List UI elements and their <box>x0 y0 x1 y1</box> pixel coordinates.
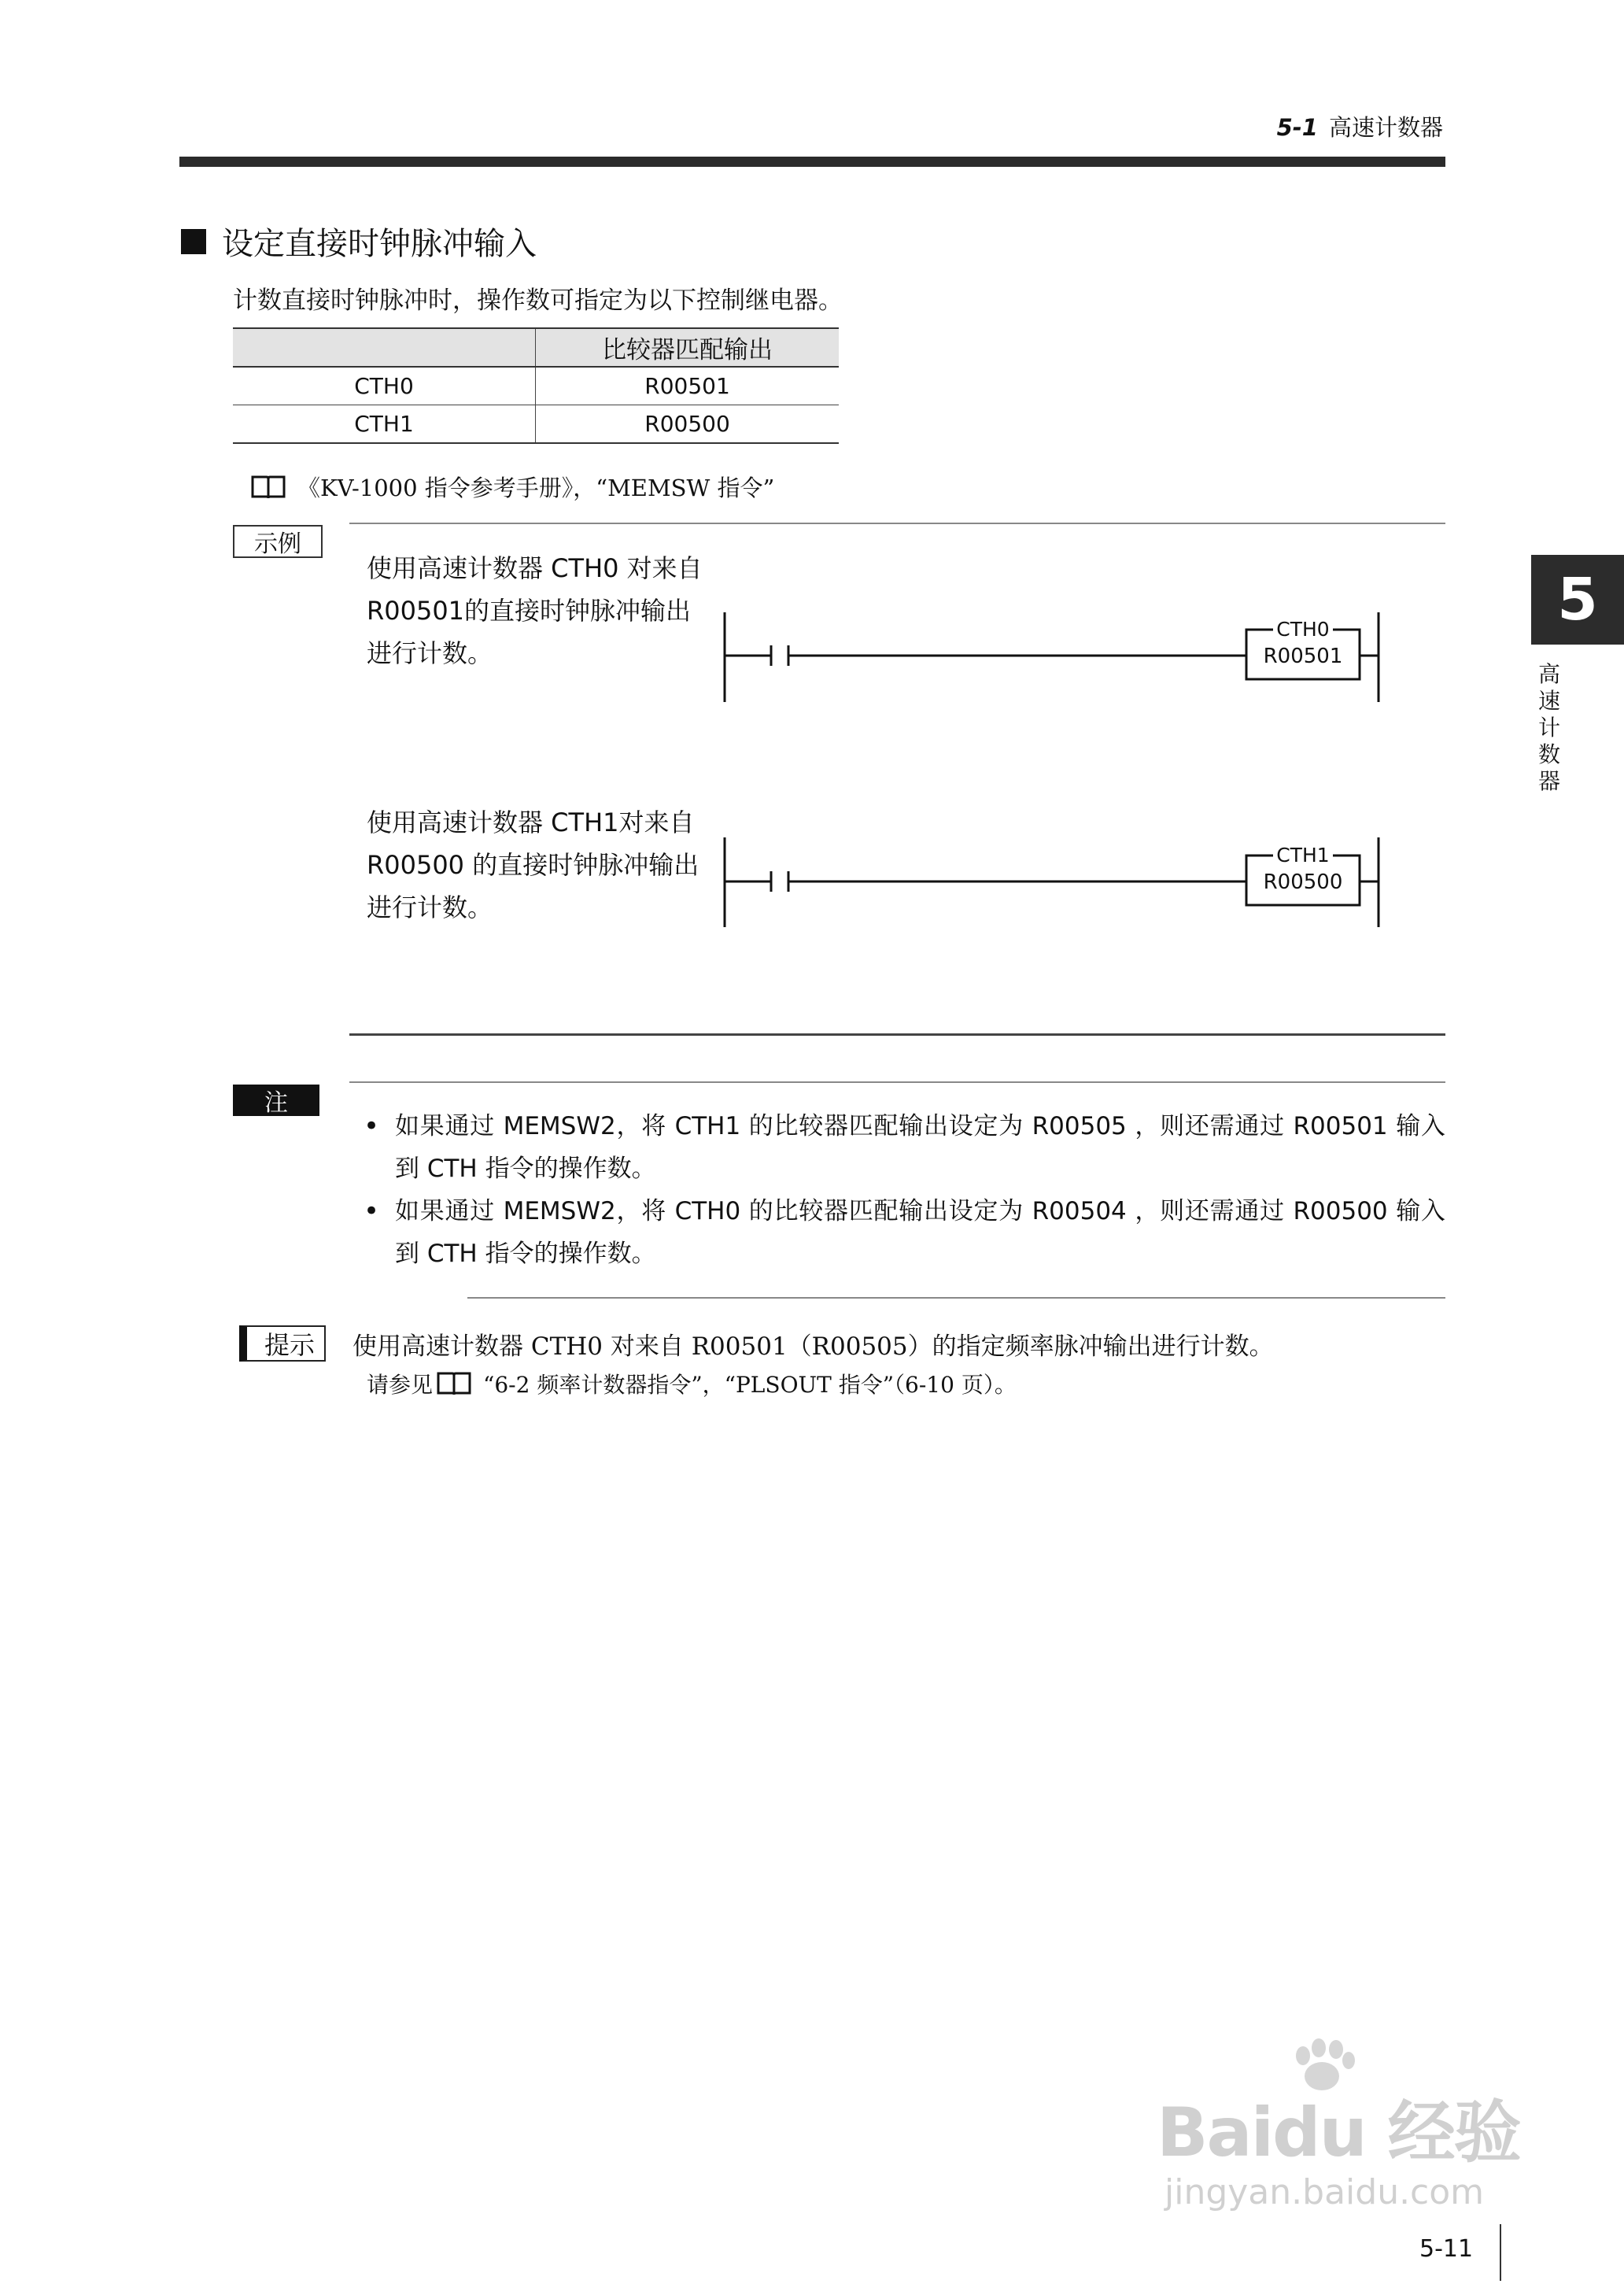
manual-reference[interactable] <box>250 471 774 503</box>
header-section-title: 高速计数器 <box>1328 114 1443 141</box>
table-header-row <box>233 328 839 367</box>
counter-operand: R00500 <box>1263 870 1343 894</box>
table-row <box>233 367 839 405</box>
ladder-diagram-cth1 <box>708 831 1401 933</box>
table-cell: R00500 <box>536 405 840 444</box>
section-title-text: 设定直接时钟脉冲输入 <box>222 226 537 262</box>
watermark-brand: Baidu 经验 <box>1157 2094 1520 2172</box>
table-row <box>233 405 839 444</box>
square-bullet-icon <box>181 229 206 254</box>
book-icon <box>436 1370 472 1397</box>
page-number: 5-11 <box>1419 2235 1474 2263</box>
table-cell: CTH0 <box>233 367 536 405</box>
example-1-description: 使用高速计数器 CTH0 对来自R00501的直接时钟脉冲输出进行计数。 <box>367 553 703 668</box>
table-cell: R00501 <box>536 367 840 405</box>
counter-operand: R00501 <box>1263 645 1343 668</box>
example-top-rule <box>349 523 1445 524</box>
hint-text: 使用高速计数器 CTH0 对来自 R00501（R00505）的指定频率脉冲输出进行计数。 <box>352 1332 1274 1361</box>
header-section-number: 5-1 <box>1276 114 1318 141</box>
hint-see-also[interactable] <box>367 1368 1017 1399</box>
section-intro: 计数直接时钟脉冲时，操作数可指定为以下控制继电器。 <box>233 286 843 315</box>
example-badge: 示例 <box>233 525 323 558</box>
hint-badge <box>239 1325 326 1362</box>
relay-table <box>233 327 839 444</box>
example-bottom-rule <box>349 1033 1445 1036</box>
book-icon <box>250 474 286 501</box>
counter-label: CTH0 <box>1276 618 1330 641</box>
counter-label: CTH1 <box>1276 844 1330 867</box>
chapter-tab-label: 高速计数器 <box>1537 661 1560 794</box>
example-2-description: 使用高速计数器 CTH1对来自 R00500 的直接时钟脉冲输出进行计数。 <box>367 808 699 922</box>
note-bottom-rule <box>467 1297 1445 1299</box>
note-list <box>364 1105 1445 1275</box>
table-header-cell <box>233 328 536 367</box>
note-badge: 注 <box>233 1085 319 1116</box>
hint-badge-label: 提示 <box>264 1330 316 1360</box>
footer-rule <box>1500 2224 1501 2281</box>
note-item: • 如果通过 MEMSW2，将 CTH1 的比较器匹配输出设定为 R00505 ，则还需通过 R00501 输入到 CTH 指令的操作数。 <box>364 1105 1445 1190</box>
hint-see-text: “6-2 频率计数器指令”，“PLSOUT 指令”（6-10 页）。 <box>483 1372 1017 1398</box>
section-title <box>181 219 537 264</box>
ladder-diagram-cth0 <box>708 606 1401 708</box>
watermark-url: jingyan.baidu.com <box>1164 2172 1485 2212</box>
hint-see-prefix: 请参见 <box>367 1372 434 1398</box>
chapter-tab-number: 5 <box>1531 555 1624 645</box>
running-header <box>1277 110 1443 142</box>
manual-reference-text: 《KV-1000 指令参考手册》，“MEMSW 指令” <box>297 475 775 501</box>
table-cell: CTH1 <box>233 405 536 444</box>
note-item: • 如果通过 MEMSW2，将 CTH0 的比较器匹配输出设定为 R00504 ，则还需通过 R00500 输入到 CTH 指令的操作数。 <box>364 1190 1445 1275</box>
header-rule <box>179 157 1445 167</box>
table-header-cell: 比较器匹配输出 <box>536 328 840 367</box>
note-top-rule <box>349 1081 1445 1083</box>
